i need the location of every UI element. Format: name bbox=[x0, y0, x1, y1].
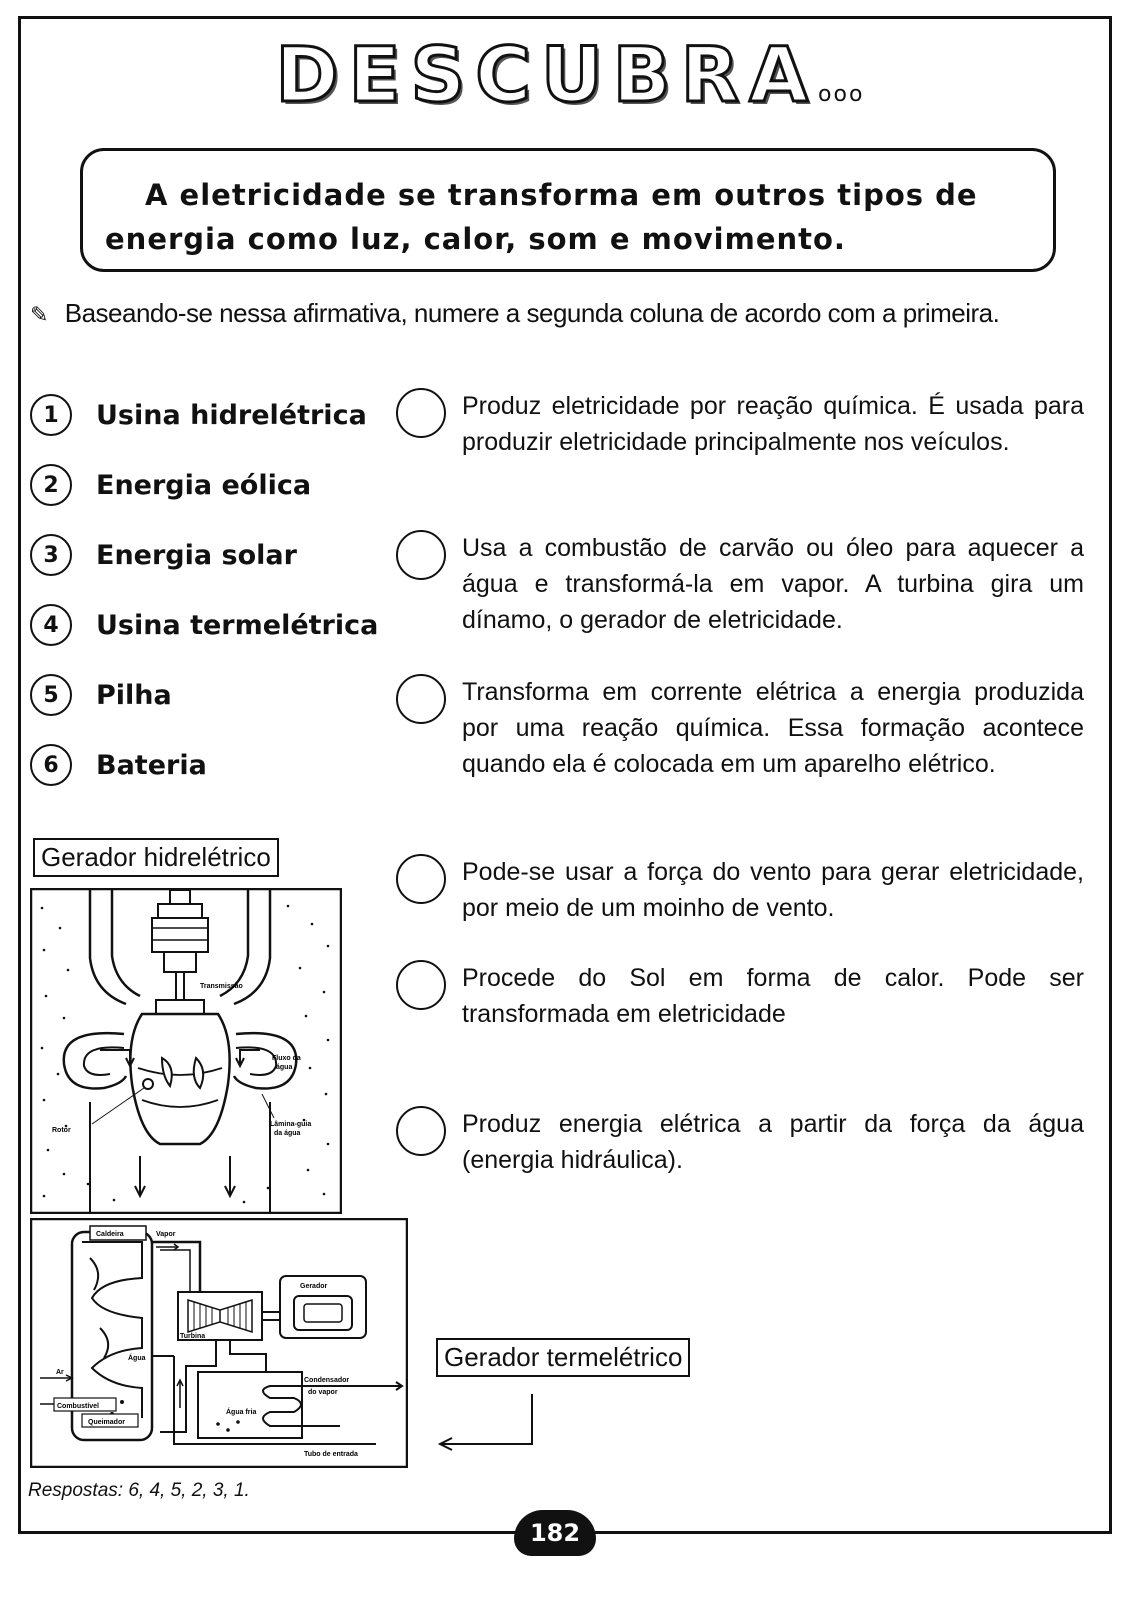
number-badge: 1 bbox=[30, 394, 72, 436]
answer-circle[interactable] bbox=[396, 1106, 446, 1156]
instruction bbox=[30, 298, 1120, 329]
list-item bbox=[30, 604, 378, 646]
label-flow-2: água bbox=[276, 1064, 293, 1071]
page-title bbox=[0, 30, 1140, 119]
title-dots: ooo bbox=[818, 82, 865, 107]
statement-line-1: A eletricidade se transforma em outros tipos de bbox=[145, 178, 978, 212]
statement-box bbox=[80, 148, 1056, 272]
answers-key: Respostas: 6, 4, 5, 2, 3, 1. bbox=[28, 1480, 250, 1501]
label-generator: Gerador bbox=[300, 1283, 328, 1290]
number-badge: 3 bbox=[30, 534, 72, 576]
description-text: Produz eletricidade por reação química. É usada para produzir eletricidade principalmente nos veículos. bbox=[462, 392, 1084, 456]
item-label: Bateria bbox=[96, 749, 207, 781]
answer-circle[interactable] bbox=[396, 960, 446, 1010]
pencil-icon: ✎ bbox=[30, 302, 48, 327]
number-badge: 5 bbox=[30, 674, 72, 716]
label-blade-1: Lâmina-guia bbox=[270, 1121, 312, 1128]
label-rotor: Rotor bbox=[52, 1127, 71, 1134]
page-number: 182 bbox=[514, 1510, 596, 1556]
label-blade-2: da água bbox=[274, 1130, 301, 1137]
statement-line-2: energia como luz, calor, som e movimento. bbox=[105, 222, 846, 256]
label-air: Ar bbox=[56, 1369, 64, 1376]
label-flow-1: Fluxo da bbox=[272, 1055, 301, 1062]
description-text: Pode-se usar a força do vento para gerar eletricidade, por meio de um moinho de vento. bbox=[462, 858, 1084, 922]
label-water: Água bbox=[128, 1355, 146, 1362]
answer-circle[interactable] bbox=[396, 674, 446, 724]
thermo-generator-diagram bbox=[30, 1218, 408, 1468]
description-text: Procede do Sol em forma de calor. Pode ser transformada em eletricidade bbox=[462, 964, 1084, 1028]
label-inlet: Tubo de entrada bbox=[304, 1451, 358, 1458]
list-item bbox=[30, 744, 207, 786]
label-transmission: Transmissão bbox=[200, 983, 243, 990]
label-burner: Queimador bbox=[88, 1419, 125, 1426]
answer-circle[interactable] bbox=[396, 530, 446, 580]
pointer-arrow-icon bbox=[434, 1392, 544, 1456]
number-badge: 4 bbox=[30, 604, 72, 646]
label-boiler: Caldeira bbox=[96, 1231, 124, 1238]
item-label: Pilha bbox=[96, 679, 172, 711]
item-label: Usina termelétrica bbox=[96, 609, 379, 641]
list-item bbox=[30, 674, 172, 716]
label-cold-water: Água fria bbox=[226, 1409, 257, 1416]
list-item bbox=[30, 534, 297, 576]
hydro-caption: Gerador hidrelétrico bbox=[33, 838, 279, 877]
instruction-text: Baseando-se nessa afirmativa, numere a segunda coluna de acordo com a primeira. bbox=[64, 298, 1000, 328]
label-condenser-1: Condensador bbox=[304, 1377, 350, 1384]
label-turbine: Turbina bbox=[180, 1333, 206, 1340]
number-badge: 2 bbox=[30, 464, 72, 506]
item-label: Energia eólica bbox=[96, 469, 312, 501]
title-text: DESCUBRA bbox=[275, 30, 819, 119]
hydro-generator-illustration bbox=[30, 888, 342, 1214]
answer-circle[interactable] bbox=[396, 388, 446, 438]
list-item bbox=[30, 464, 311, 506]
hydro-generator-diagram bbox=[30, 888, 342, 1214]
thermo-generator-illustration bbox=[30, 1218, 408, 1468]
description-text: Usa a combustão de carvão ou óleo para aquecer a água e transformá-la em vapor. A turbina gira um dínamo, o gerador de eletricidade. bbox=[462, 534, 1084, 634]
label-fuel: Combustível bbox=[57, 1403, 100, 1410]
number-badge: 6 bbox=[30, 744, 72, 786]
description-text: Produz energia elétrica a partir da força da água (energia hidráulica). bbox=[462, 1110, 1084, 1174]
description-text: Transforma em corrente elétrica a energia produzida por uma reação química. Essa formação acontece quando ela é colocada em um aparelho elétrico. bbox=[462, 678, 1084, 778]
thermo-caption: Gerador termelétrico bbox=[436, 1338, 690, 1377]
item-label: Energia solar bbox=[96, 539, 297, 571]
item-label: Usina hidrelétrica bbox=[96, 399, 367, 431]
answer-circle[interactable] bbox=[396, 854, 446, 904]
list-item bbox=[30, 394, 367, 436]
label-condenser-2: do vapor bbox=[308, 1389, 338, 1396]
label-steam: Vapor bbox=[156, 1231, 176, 1238]
